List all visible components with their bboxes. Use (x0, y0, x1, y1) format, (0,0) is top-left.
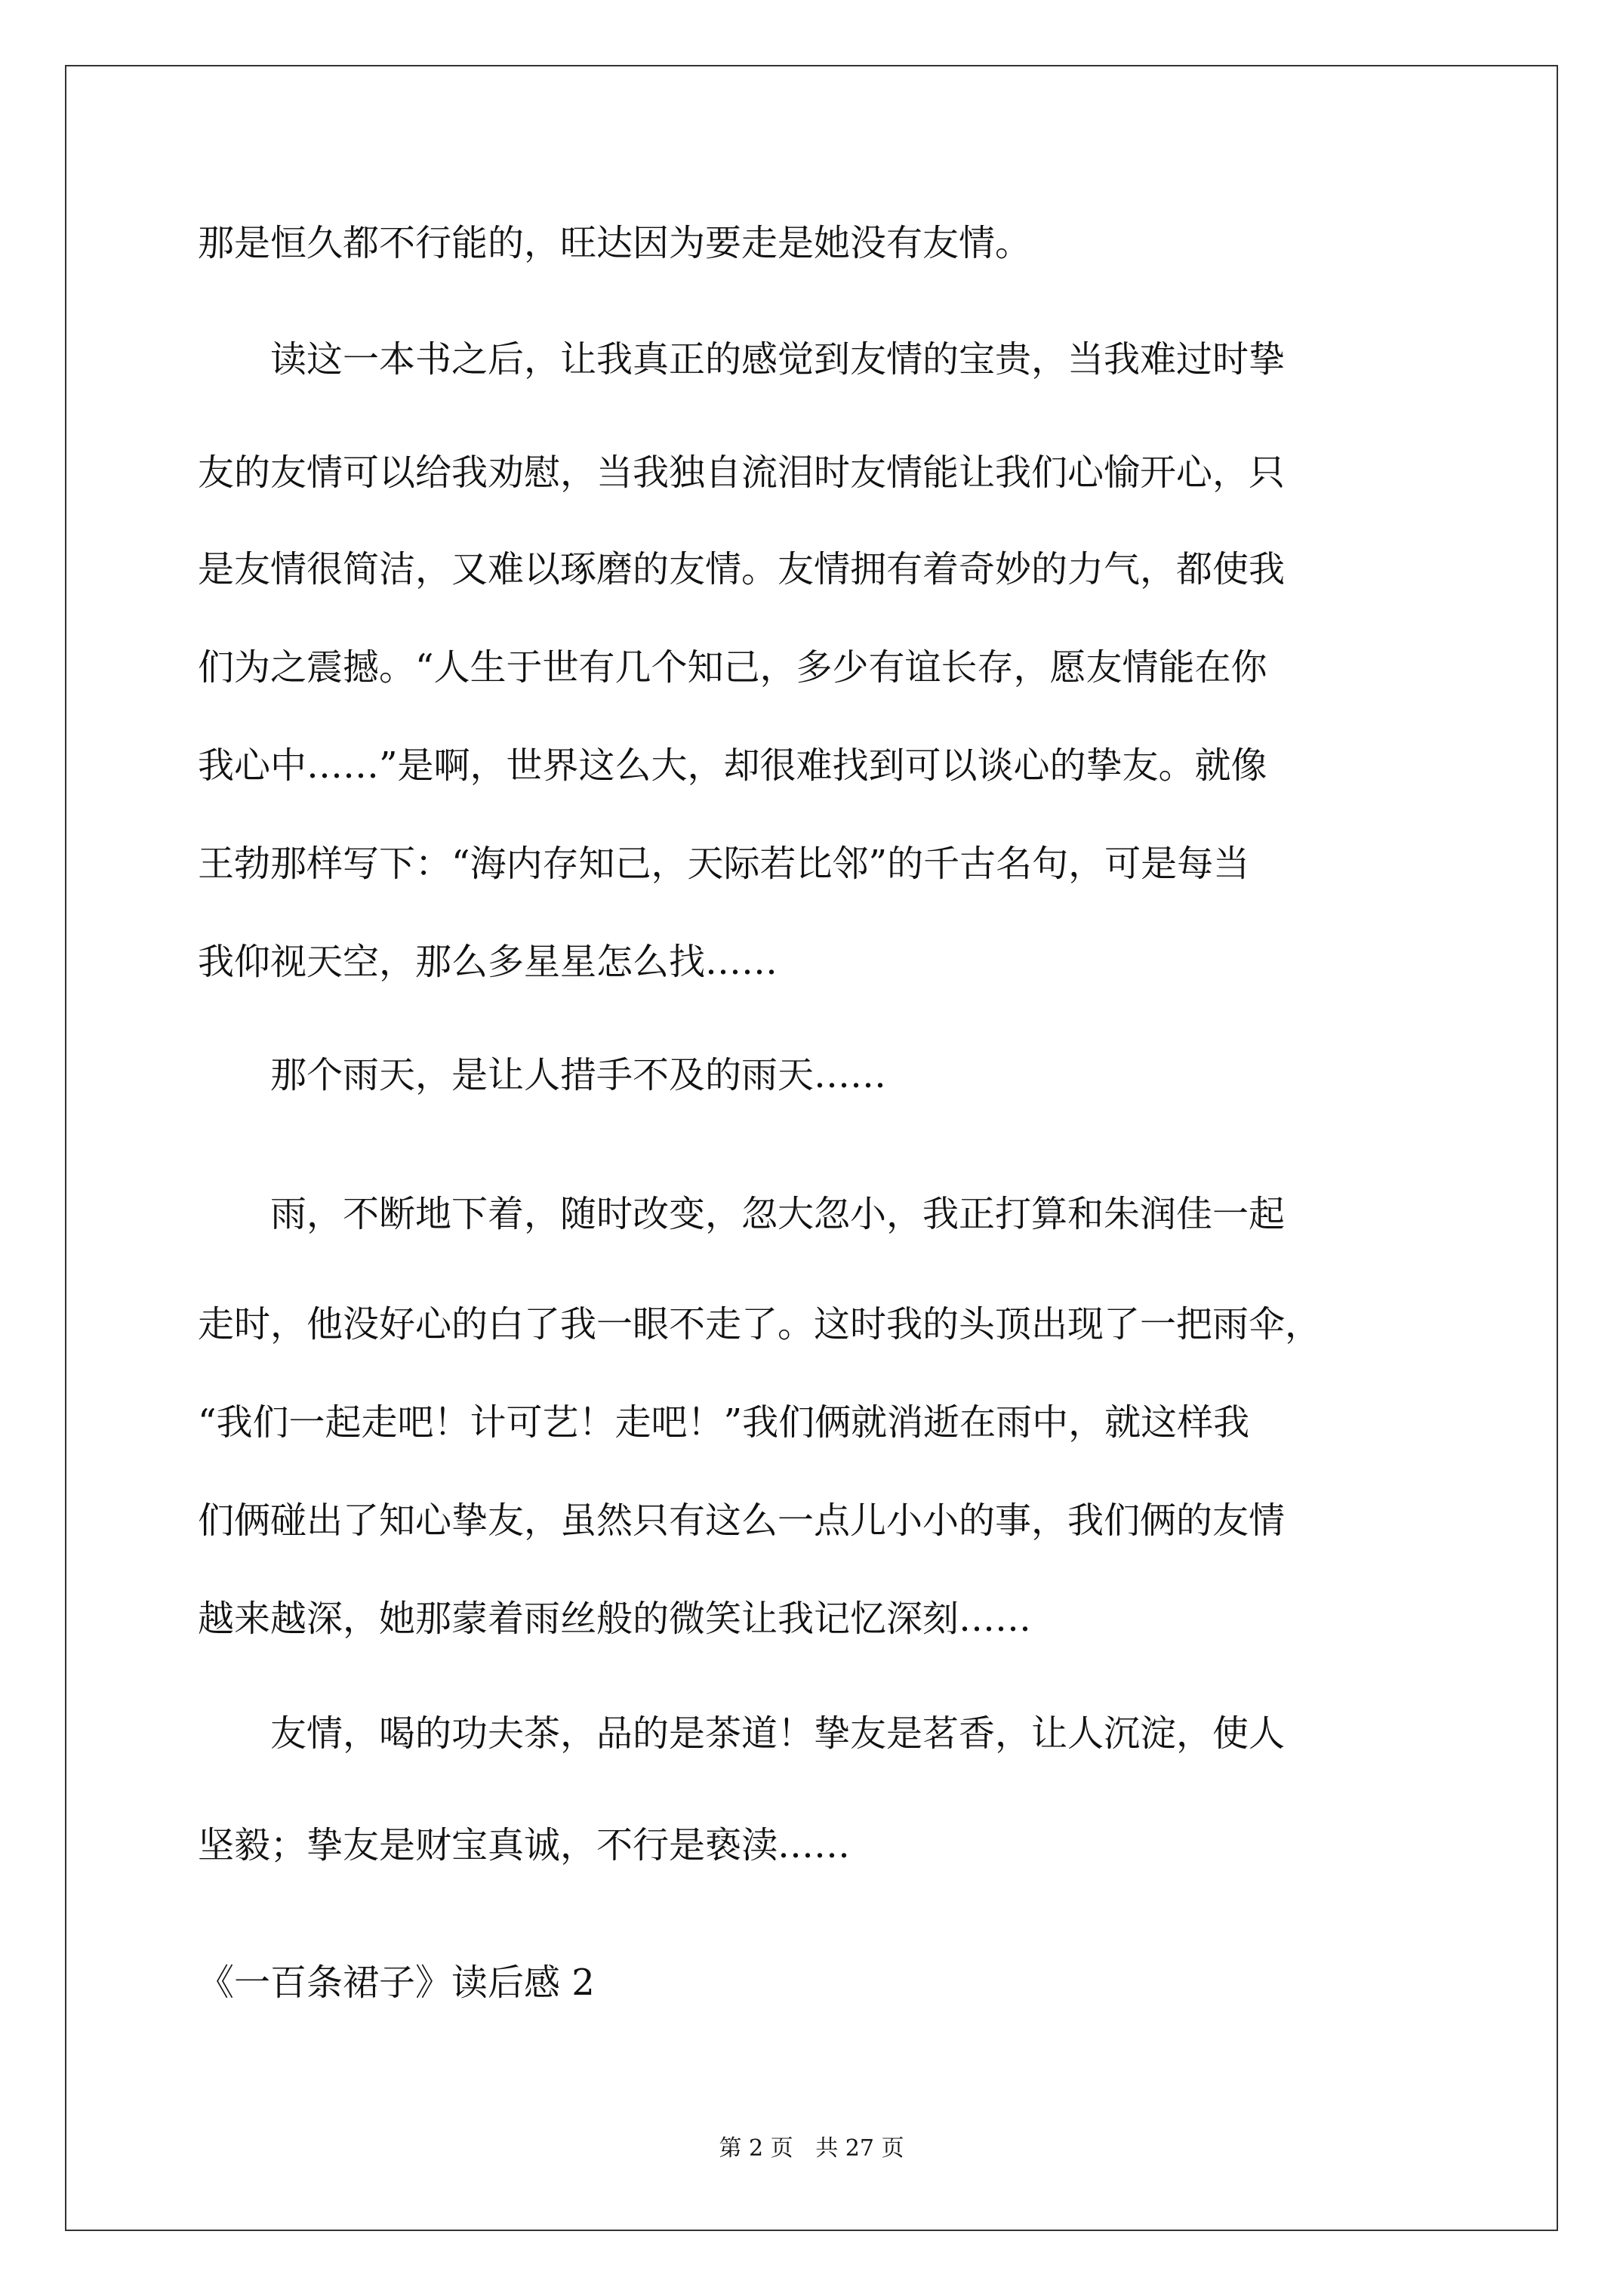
text-line: 那是恒久都不行能的，旺达因为要走是她没有友情。 (198, 222, 1032, 264)
text-line: 我仰视天空，那么多星星怎么找…… (198, 941, 778, 983)
text-line: 越来越深，她那蒙着雨丝般的微笑让我记忆深刻…… (198, 1598, 1032, 1640)
paragraph-start: 雨，不断地下着，随时改变，忽大忽小，我正打算和朱润佳一起 (270, 1193, 1286, 1235)
text-line: 是友情很简洁，又难以琢磨的友情。友情拥有着奇妙的力气，都使我 (198, 548, 1286, 590)
paragraph-start: 友情，喝的功夫茶，品的是茶道！挚友是茗香，让人沉淀，使人 (270, 1712, 1286, 1755)
page-total: 共 27 页 (815, 2135, 904, 2162)
section-heading: 《一百条裙子》读后感 2 (198, 1962, 595, 2004)
text-line: 坚毅；挚友是财宝真诚，不行是亵渎…… (198, 1824, 851, 1866)
text-line: 们为之震撼。“人生于世有几个知己，多少有谊长存，愿友情能在你 (198, 646, 1267, 689)
paragraph-start: 读这一本书之后，让我真正的感觉到友情的宝贵，当我难过时挚 (270, 338, 1286, 381)
text-line: “我们一起走吧！计可艺！走吧！”我们俩就消逝在雨中，就这样我 (198, 1401, 1250, 1444)
text-line: 友的友情可以给我劝慰，当我独自流泪时友情能让我们心愉开心，只 (198, 451, 1286, 494)
text-line: 王勃那样写下：“海内存知己，天际若比邻”的千古名句，可是每当 (198, 843, 1250, 885)
text-line: 们俩碰出了知心挚友，虽然只有这么一点儿小小的事，我们俩的友情 (198, 1499, 1286, 1542)
page-footer (0, 2129, 1623, 2162)
page-number: 第 2 页 (719, 2135, 793, 2162)
text-line: 我心中……”是啊，世界这么大，却很难找到可以谈心的挚友。就像 (198, 744, 1267, 787)
page-border (65, 65, 1558, 2231)
text-line: 走时，他没好心的白了我一眼不走了。这时我的头顶出现了一把雨伞， (198, 1303, 1322, 1345)
paragraph-start: 那个雨天，是让人措手不及的雨天…… (270, 1054, 887, 1096)
